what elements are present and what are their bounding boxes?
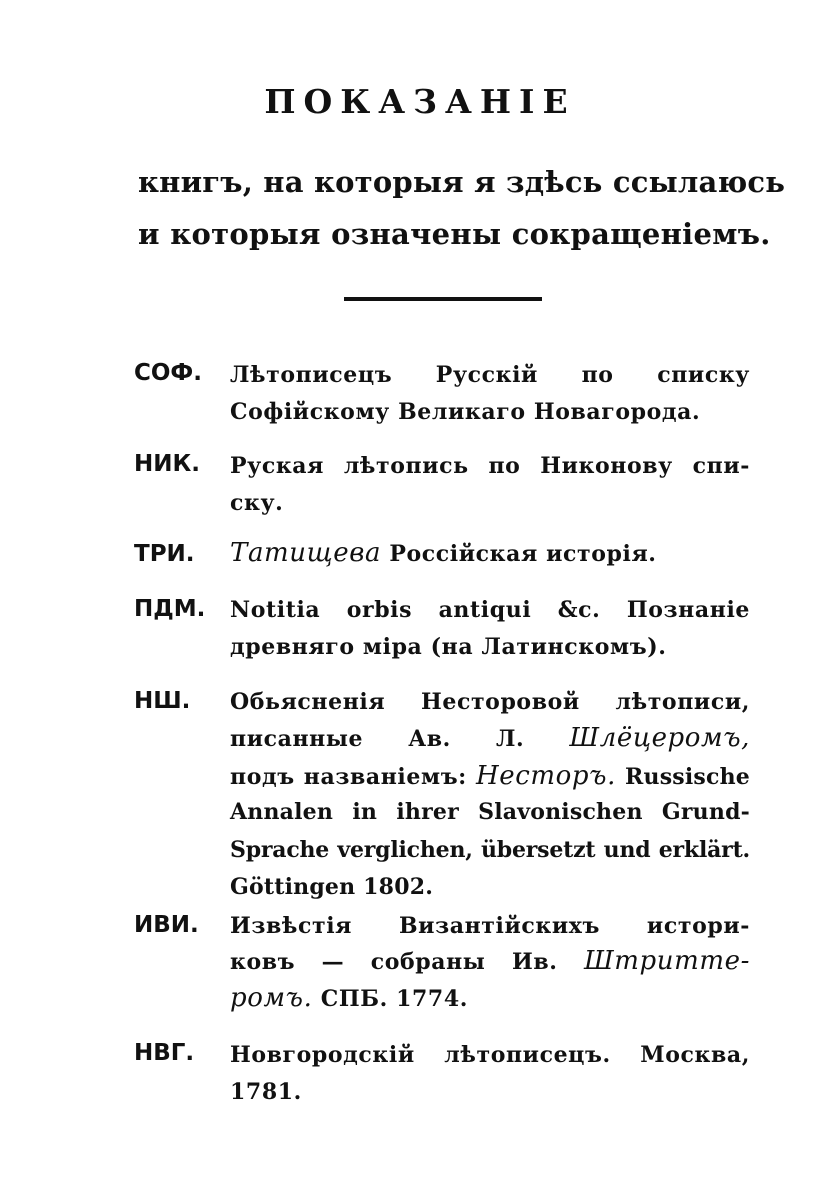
entry-line: древняго міра (на Латинскомъ). [230, 634, 667, 660]
entry-text: СПБ. 1774. [320, 986, 469, 1012]
entry-text: писанные Ав. Л. [230, 726, 525, 752]
entry-text: Russische [625, 764, 750, 790]
entry-line [230, 983, 468, 1013]
author-name: Татищева [230, 538, 382, 568]
subtitle-line-2: и которыя означены сокращенiемъ. [138, 217, 771, 251]
entry-line: Обьясненія Несторовой лѣтописи, [230, 689, 750, 715]
entry-line: Извѣстія Византійскихъ истори- [230, 913, 750, 939]
entry-abbr-ivi: ИВИ. [134, 912, 199, 938]
entry-abbr-sof: СОФ. [134, 360, 202, 386]
page-title: ПОКАЗАНIЕ [264, 82, 576, 121]
entry-line: Annalen in ihrer Slavonischen Grund- [230, 799, 750, 825]
entry-line: ску. [230, 490, 284, 516]
author-name: Штритте- [584, 946, 750, 976]
entry-abbr-pdm: ПДМ. [134, 596, 206, 622]
horizontal-rule [344, 297, 542, 301]
entry-line [230, 538, 657, 568]
entry-text: ковъ — собраны Ив. [230, 949, 558, 975]
entry-abbr-nsh: НШ. [134, 688, 191, 714]
entry-line [230, 723, 750, 753]
book-title: Несторъ. [475, 761, 616, 791]
subtitle-line-1: книгъ, на которыя я здѣсь ссылаюсь [138, 165, 786, 199]
author-name: Шлёцеромъ, [569, 723, 751, 753]
entry-line: Notitia orbis antiqui &c. Познаніе [230, 597, 750, 623]
entry-abbr-nvg: НВГ. [134, 1040, 195, 1066]
entry-line: Лѣтописецъ Русскій по списку [230, 362, 750, 388]
entry-line [230, 761, 750, 791]
entry-abbr-nik: НИК. [134, 451, 201, 477]
author-name: ромъ. [230, 983, 313, 1013]
entry-line: Руская лѣтопись по Никонову спи- [230, 453, 750, 479]
entry-line [230, 946, 750, 976]
entry-text: подъ названiемъ: [230, 764, 467, 790]
entry-abbr-tri: ТРИ. [134, 541, 195, 567]
entry-line: Новгородскій лѣтописецъ. Москва, [230, 1042, 750, 1068]
entry-line: Göttingen 1802. [230, 874, 434, 900]
entry-line: Софійскому Великаго Новагорода. [230, 399, 701, 425]
entry-line: Sprache verglichen, übersetzt und erklärt. [230, 837, 750, 863]
entry-text: Россійская исторія. [389, 541, 657, 567]
entry-line: 1781. [230, 1079, 302, 1105]
